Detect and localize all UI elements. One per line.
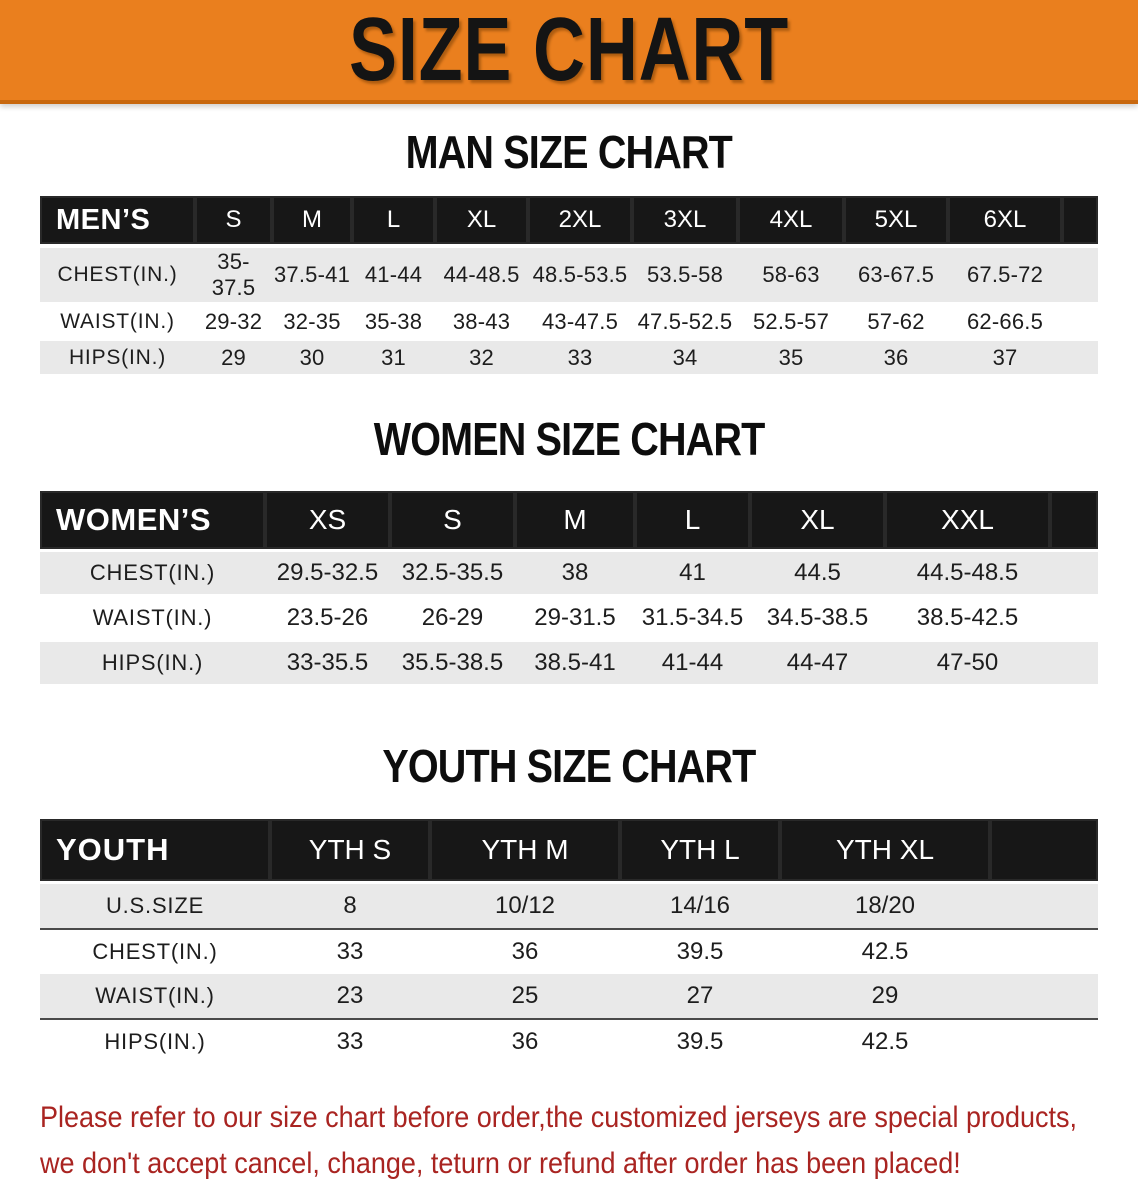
value-cell: 44.5 — [750, 551, 885, 596]
value-cell: 33 — [270, 929, 430, 974]
filler-cell — [1050, 491, 1098, 551]
row-label: CHEST(IN.) — [40, 929, 270, 974]
value-cell: 38.5-41 — [515, 641, 635, 686]
value-cell: 33 — [528, 340, 632, 376]
value-cell: 44-48.5 — [435, 246, 528, 304]
value-cell: 29-32 — [195, 304, 272, 340]
value-cell: 33 — [270, 1019, 430, 1064]
disclaimer-line-2: we don't accept cancel, change, teturn or refund after order has been placed! — [40, 1147, 961, 1180]
disclaimer-note — [40, 1095, 1138, 1187]
filler-cell — [990, 929, 1098, 974]
column-header: L — [635, 491, 750, 551]
table-corner-label: MEN’S — [40, 196, 195, 246]
filler-cell — [1062, 340, 1098, 376]
value-cell: 63-67.5 — [844, 246, 948, 304]
disclaimer-line-1: Please refer to our size chart before order,the customized jerseys are special products, — [40, 1101, 1078, 1134]
value-cell: 53.5-58 — [632, 246, 738, 304]
table-row — [40, 883, 1098, 930]
value-cell: 67.5-72 — [948, 246, 1062, 304]
value-cell: 38.5-42.5 — [885, 596, 1050, 641]
value-cell: 41-44 — [352, 246, 435, 304]
table-corner-label: YOUTH — [40, 819, 270, 883]
value-cell: 34 — [632, 340, 738, 376]
table-row — [40, 596, 1098, 641]
value-cell: 35-38 — [352, 304, 435, 340]
value-cell: 26-29 — [390, 596, 515, 641]
column-header: XS — [265, 491, 390, 551]
table-row — [40, 304, 1098, 340]
value-cell: 47-50 — [885, 641, 1050, 686]
men-size-table — [40, 196, 1098, 377]
value-cell: 58-63 — [738, 246, 844, 304]
value-cell: 42.5 — [780, 1019, 990, 1064]
table-row — [40, 551, 1098, 596]
value-cell: 44.5-48.5 — [885, 551, 1050, 596]
column-header: L — [352, 196, 435, 246]
column-header: 4XL — [738, 196, 844, 246]
value-cell: 27 — [620, 974, 780, 1019]
column-header: M — [515, 491, 635, 551]
column-header: XL — [750, 491, 885, 551]
value-cell: 34.5-38.5 — [750, 596, 885, 641]
women-size-chart-heading — [0, 415, 1138, 463]
value-cell: 43-47.5 — [528, 304, 632, 340]
man-size-chart-heading-text: MAN SIZE CHART — [405, 126, 733, 178]
value-cell: 32 — [435, 340, 528, 376]
row-label: CHEST(IN.) — [40, 551, 265, 596]
value-cell: 8 — [270, 883, 430, 930]
youth-size-chart-heading — [0, 742, 1138, 790]
table-row — [40, 974, 1098, 1019]
value-cell: 62-66.5 — [948, 304, 1062, 340]
filler-cell — [990, 819, 1098, 883]
value-cell: 32-35 — [272, 304, 352, 340]
column-header: XL — [435, 196, 528, 246]
size-chart-banner — [0, 0, 1138, 104]
value-cell: 31.5-34.5 — [635, 596, 750, 641]
value-cell: 30 — [272, 340, 352, 376]
value-cell: 36 — [430, 929, 620, 974]
man-size-chart-heading — [0, 128, 1138, 176]
row-label: HIPS(IN.) — [40, 641, 265, 686]
row-label: U.S.SIZE — [40, 883, 270, 930]
column-header: XXL — [885, 491, 1050, 551]
value-cell: 35.5-38.5 — [390, 641, 515, 686]
value-cell: 41-44 — [635, 641, 750, 686]
value-cell: 44-47 — [750, 641, 885, 686]
table-header-row — [40, 819, 1098, 883]
value-cell: 57-62 — [844, 304, 948, 340]
value-cell: 52.5-57 — [738, 304, 844, 340]
column-header: 6XL — [948, 196, 1062, 246]
table-row — [40, 929, 1098, 974]
value-cell: 29 — [780, 974, 990, 1019]
value-cell: 23 — [270, 974, 430, 1019]
filler-cell — [990, 883, 1098, 930]
value-cell: 36 — [844, 340, 948, 376]
value-cell: 39.5 — [620, 1019, 780, 1064]
column-header: M — [272, 196, 352, 246]
column-header: S — [390, 491, 515, 551]
youth-size-chart-heading-text: YOUTH SIZE CHART — [382, 740, 756, 792]
table-row — [40, 1019, 1098, 1064]
column-header: 3XL — [632, 196, 738, 246]
row-label: CHEST(IN.) — [40, 246, 195, 304]
value-cell: 14/16 — [620, 883, 780, 930]
table-corner-label: WOMEN’S — [40, 491, 265, 551]
column-header: 2XL — [528, 196, 632, 246]
table-row — [40, 246, 1098, 304]
value-cell: 29-31.5 — [515, 596, 635, 641]
filler-cell — [990, 974, 1098, 1019]
value-cell: 41 — [635, 551, 750, 596]
value-cell: 23.5-26 — [265, 596, 390, 641]
column-header: YTH S — [270, 819, 430, 883]
column-header: YTH L — [620, 819, 780, 883]
table-row — [40, 340, 1098, 376]
table-row — [40, 641, 1098, 686]
filler-cell — [1062, 246, 1098, 304]
table-header-row — [40, 196, 1098, 246]
filler-cell — [1050, 641, 1098, 686]
value-cell: 37.5-41 — [272, 246, 352, 304]
youth-size-table — [40, 819, 1098, 1064]
filler-cell — [990, 1019, 1098, 1064]
value-cell: 35-37.5 — [195, 246, 272, 304]
value-cell: 35 — [738, 340, 844, 376]
table-header-row — [40, 491, 1098, 551]
filler-cell — [1050, 596, 1098, 641]
value-cell: 47.5-52.5 — [632, 304, 738, 340]
value-cell: 48.5-53.5 — [528, 246, 632, 304]
value-cell: 10/12 — [430, 883, 620, 930]
value-cell: 18/20 — [780, 883, 990, 930]
value-cell: 29 — [195, 340, 272, 376]
value-cell: 38 — [515, 551, 635, 596]
women-size-table — [40, 491, 1098, 687]
row-label: HIPS(IN.) — [40, 1019, 270, 1064]
value-cell: 25 — [430, 974, 620, 1019]
value-cell: 36 — [430, 1019, 620, 1064]
column-header: YTH XL — [780, 819, 990, 883]
column-header: S — [195, 196, 272, 246]
column-header: YTH M — [430, 819, 620, 883]
value-cell: 38-43 — [435, 304, 528, 340]
value-cell: 39.5 — [620, 929, 780, 974]
filler-cell — [1062, 304, 1098, 340]
column-header: 5XL — [844, 196, 948, 246]
value-cell: 33-35.5 — [265, 641, 390, 686]
value-cell: 31 — [352, 340, 435, 376]
women-size-chart-heading-text: WOMEN SIZE CHART — [373, 413, 765, 465]
row-label: WAIST(IN.) — [40, 596, 265, 641]
row-label: WAIST(IN.) — [40, 974, 270, 1019]
value-cell: 29.5-32.5 — [265, 551, 390, 596]
filler-cell — [1062, 196, 1098, 246]
row-label: HIPS(IN.) — [40, 340, 195, 376]
value-cell: 32.5-35.5 — [390, 551, 515, 596]
value-cell: 37 — [948, 340, 1062, 376]
row-label: WAIST(IN.) — [40, 304, 195, 340]
filler-cell — [1050, 551, 1098, 596]
value-cell: 42.5 — [780, 929, 990, 974]
banner-title: SIZE CHART — [349, 0, 789, 100]
